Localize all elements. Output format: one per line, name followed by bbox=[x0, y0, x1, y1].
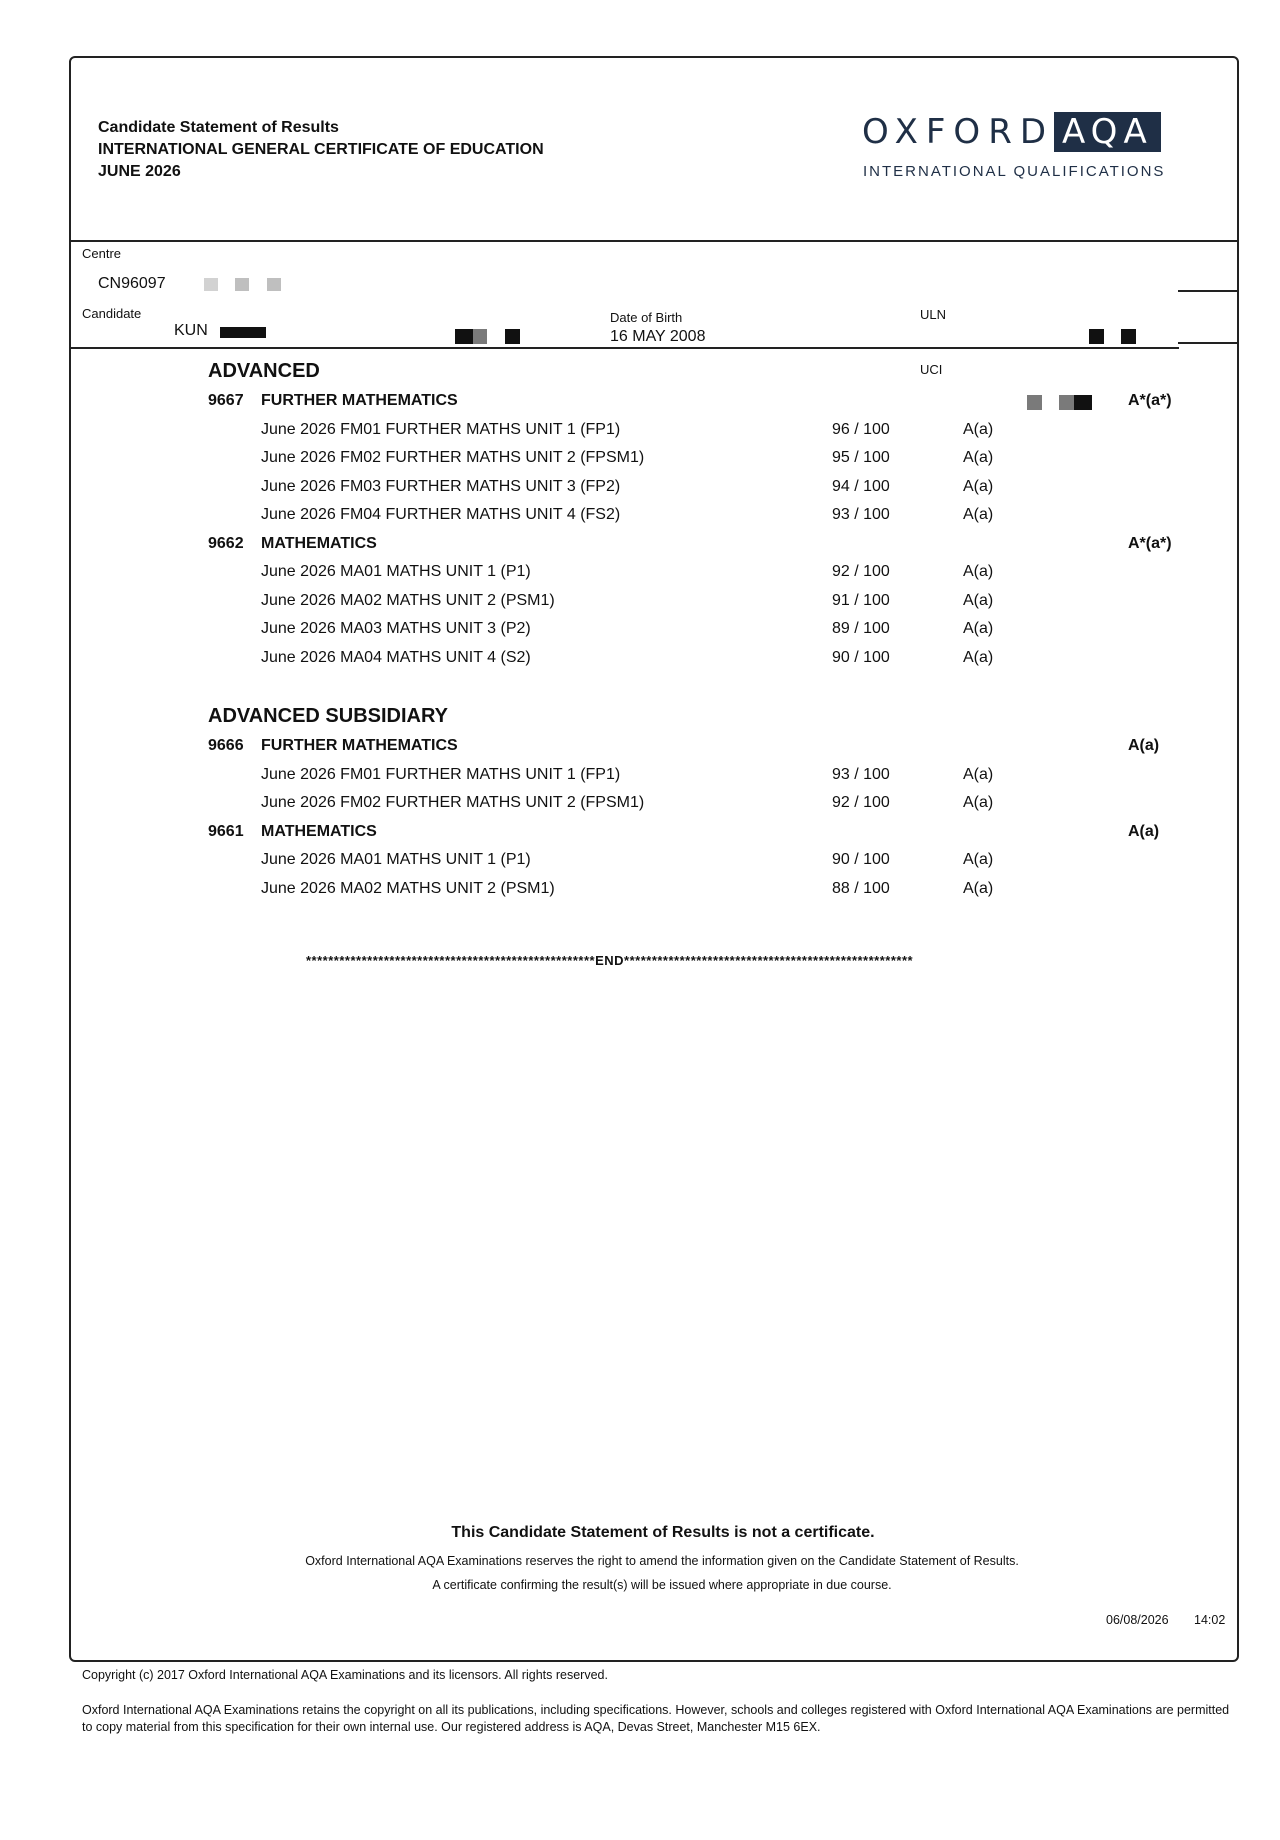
unit-label: June 2026 MA04 MATHS UNIT 4 (S2) bbox=[261, 648, 531, 666]
unit-grade: A(a) bbox=[963, 420, 994, 438]
right-rule bbox=[1178, 342, 1239, 344]
candidate-divider bbox=[69, 347, 1179, 349]
redaction-block bbox=[1059, 395, 1074, 410]
unit-score: 90 / 100 bbox=[832, 851, 890, 868]
unit-grade: A(a) bbox=[963, 851, 994, 868]
subject-name: FURTHER MATHEMATICS bbox=[261, 392, 458, 409]
unit-score: 92 / 100 bbox=[832, 563, 890, 580]
subject-code: 9661 bbox=[208, 822, 244, 840]
subject-code: 9666 bbox=[208, 737, 244, 754]
unit-score: 93 / 100 bbox=[832, 765, 890, 783]
right-rule bbox=[1178, 290, 1239, 292]
redaction-block bbox=[505, 329, 520, 344]
unit-grade: A(a) bbox=[963, 794, 994, 811]
logo-oxford-text: OXFORD bbox=[862, 112, 1055, 152]
unit-label: June 2026 MA03 MATHS UNIT 3 (P2) bbox=[261, 620, 531, 637]
amend-note: Oxford International AQA Examinations reserves the right to amend the information given on the Candidate Statement of Results. bbox=[305, 1554, 1019, 1568]
unit-label: June 2026 FM02 FURTHER MATHS UNIT 2 (FPSM1) bbox=[261, 449, 645, 466]
subject-grade: A*(a*) bbox=[1128, 534, 1172, 552]
session-title: JUNE 2026 bbox=[98, 163, 181, 180]
uln-label: ULN bbox=[920, 307, 947, 322]
unit-score: 89 / 100 bbox=[832, 620, 890, 637]
unit-score: 96 / 100 bbox=[832, 420, 890, 438]
redaction-block bbox=[1074, 395, 1092, 410]
subject-name: FURTHER MATHEMATICS bbox=[261, 737, 458, 754]
unit-label: June 2026 FM02 FURTHER MATHS UNIT 2 (FPSM1) bbox=[261, 794, 645, 811]
unit-label: June 2026 FM03 FURTHER MATHS UNIT 3 (FP2) bbox=[261, 477, 621, 495]
statement-frame bbox=[69, 56, 1239, 1662]
redaction-block bbox=[1027, 395, 1042, 410]
unit-grade: A(a) bbox=[963, 765, 994, 783]
unit-grade: A(a) bbox=[963, 506, 994, 523]
section-title: ADVANCED bbox=[208, 360, 320, 382]
subject-grade: A*(a*) bbox=[1128, 392, 1172, 409]
uci-label: UCI bbox=[920, 362, 943, 377]
subject-grade: A(a) bbox=[1128, 737, 1160, 754]
copyright-line: Copyright (c) 2017 Oxford International AQA Examinations and its licensors. All rights reserved. bbox=[82, 1668, 608, 1682]
unit-grade: A(a) bbox=[963, 620, 994, 637]
unit-score: 88 / 100 bbox=[832, 879, 890, 897]
candidate-name: KUN bbox=[174, 322, 208, 339]
redaction-block bbox=[235, 278, 249, 291]
section-title: ADVANCED SUBSIDIARY bbox=[208, 705, 449, 727]
unit-label: June 2026 MA01 MATHS UNIT 1 (P1) bbox=[261, 851, 531, 868]
unit-grade: A(a) bbox=[963, 563, 994, 580]
unit-label: June 2026 MA02 MATHS UNIT 2 (PSM1) bbox=[261, 591, 555, 609]
redaction-block bbox=[473, 329, 487, 344]
unit-label: June 2026 FM01 FURTHER MATHS UNIT 1 (FP1) bbox=[261, 765, 621, 783]
copyright-notice: Oxford International AQA Examinations retains the copyright on all its publications, including specifications. However, schools and colleges registered with Oxford International AQA Examinations are permitted to copy material from this specification for their own internal use. Our registered address is AQA, Devas Street, Manchester M15 6EX. bbox=[82, 1703, 1230, 1734]
redaction-block bbox=[455, 329, 473, 344]
redaction-block bbox=[1121, 329, 1136, 344]
unit-label: June 2026 FM01 FURTHER MATHS UNIT 1 (FP1) bbox=[261, 420, 621, 438]
issue-date: 06/08/2026 bbox=[1106, 1613, 1169, 1627]
unit-grade: A(a) bbox=[963, 591, 994, 609]
redaction-block bbox=[204, 278, 218, 291]
issue-time: 14:02 bbox=[1194, 1613, 1226, 1627]
subject-code: 9662 bbox=[208, 534, 244, 552]
unit-label: June 2026 FM04 FURTHER MATHS UNIT 4 (FS2) bbox=[261, 506, 621, 523]
not-certificate-note: This Candidate Statement of Results is not a certificate. bbox=[451, 1524, 875, 1541]
subject-grade: A(a) bbox=[1128, 822, 1160, 840]
subject-name: MATHEMATICS bbox=[261, 534, 377, 552]
unit-score: 92 / 100 bbox=[832, 794, 890, 811]
redaction-block bbox=[220, 327, 266, 338]
logo-subtitle: INTERNATIONAL QUALIFICATIONS bbox=[863, 163, 1166, 180]
unit-grade: A(a) bbox=[963, 879, 994, 897]
unit-label: June 2026 MA02 MATHS UNIT 2 (PSM1) bbox=[261, 879, 555, 897]
certificate-note: A certificate confirming the result(s) will be issued where appropriate in due course. bbox=[432, 1578, 892, 1592]
header-divider bbox=[69, 240, 1239, 242]
redaction-block bbox=[1089, 329, 1104, 344]
unit-grade: A(a) bbox=[963, 449, 994, 466]
logo-aqa-text: AQA bbox=[1054, 112, 1161, 152]
centre-value: CN96097 bbox=[98, 275, 166, 292]
unit-grade: A(a) bbox=[963, 648, 994, 666]
unit-label: June 2026 MA01 MATHS UNIT 1 (P1) bbox=[261, 563, 531, 580]
unit-score: 94 / 100 bbox=[832, 477, 890, 495]
unit-score: 90 / 100 bbox=[832, 648, 890, 666]
unit-grade: A(a) bbox=[963, 477, 994, 495]
redaction-block bbox=[267, 278, 281, 291]
dob-value: 16 MAY 2008 bbox=[610, 328, 706, 345]
dob-label: Date of Birth bbox=[610, 310, 683, 325]
centre-label: Centre bbox=[82, 246, 122, 261]
subject-name: MATHEMATICS bbox=[261, 822, 377, 840]
subject-code: 9667 bbox=[208, 392, 244, 409]
unit-score: 93 / 100 bbox=[832, 506, 890, 523]
document-title: Candidate Statement of Results bbox=[98, 119, 339, 136]
unit-score: 95 / 100 bbox=[832, 449, 890, 466]
unit-score: 91 / 100 bbox=[832, 591, 890, 609]
oxford-aqa-logo bbox=[862, 112, 1161, 152]
qualification-title: INTERNATIONAL GENERAL CERTIFICATE OF EDUCATION bbox=[98, 141, 544, 158]
candidate-label: Candidate bbox=[82, 306, 142, 321]
end-marker: ****************************************************END**************************************************** bbox=[306, 953, 914, 968]
